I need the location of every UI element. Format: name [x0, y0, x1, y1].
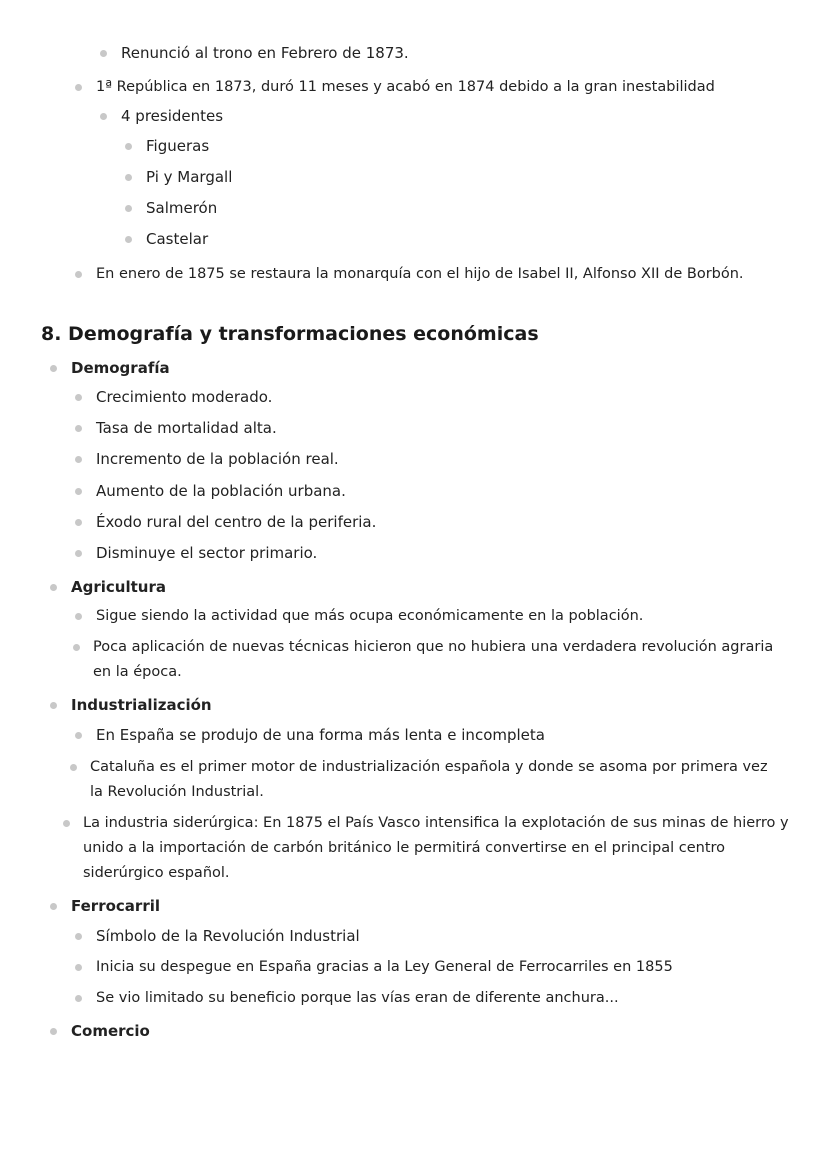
- list-item: Símbolo de la Revolución Industrial: [96, 927, 360, 945]
- list-item: En enero de 1875 se restaura la monarquía con el hijo de Isabel II, Alfonso XII de Borbón.: [96, 266, 744, 282]
- bullet-icon: [63, 820, 70, 827]
- subsection-label: Industrialización: [71, 696, 212, 714]
- bullet-icon: [125, 236, 132, 243]
- list-item: Tasa de mortalidad alta.: [96, 419, 277, 437]
- subsection-label: Agricultura: [71, 578, 166, 596]
- bullet-icon: [70, 764, 77, 771]
- list-item: Éxodo rural del centro de la periferia.: [96, 513, 377, 531]
- list-item: 1ª República en 1873, duró 11 meses y acabó en 1874 debido a la gran inestabilidad: [96, 79, 715, 95]
- bullet-icon: [73, 644, 80, 651]
- bullet-icon: [100, 113, 107, 120]
- list-item: La industria siderúrgica: En 1875 el País Vasco intensifica la explotación de sus minas de hierro y unido a la importación de carbón británico le permitirá convertirse en el principal centro siderúrgico español.: [83, 815, 789, 881]
- list-item: Crecimiento moderado.: [96, 388, 273, 406]
- list-item: Figueras: [146, 137, 210, 155]
- list-item: Poca aplicación de nuevas técnicas hicieron que no hubiera una verdadera revolución agraria en la época.: [93, 639, 774, 680]
- list-item: Inicia su despegue en España gracias a la Ley General de Ferrocarriles en 1855: [96, 959, 673, 975]
- bullet-icon: [125, 174, 132, 181]
- list-item: Incremento de la población real.: [96, 450, 339, 468]
- subsection-label: Ferrocarril: [71, 897, 161, 915]
- bullet-icon: [75, 613, 82, 620]
- list-item: En España se produjo de una forma más lenta e incompleta: [96, 726, 545, 744]
- list-item: 4 presidentes: [121, 107, 224, 125]
- bullet-icon: [75, 84, 82, 91]
- bullet-icon: [50, 584, 57, 591]
- list-item: Pi y Margall: [146, 168, 233, 186]
- bullet-icon: [75, 519, 82, 526]
- bullet-icon: [75, 732, 82, 739]
- bullet-icon: [75, 394, 82, 401]
- list-item: Sigue siendo la actividad que más ocupa económicamente en la población.: [96, 608, 644, 624]
- list-item: Renunció al trono en Febrero de 1873.: [121, 44, 409, 62]
- bullet-icon: [50, 903, 57, 910]
- list-item: Disminuye el sector primario.: [96, 544, 318, 562]
- bullet-icon: [75, 271, 82, 278]
- bullet-icon: [75, 964, 82, 971]
- bullet-icon: [75, 550, 82, 557]
- bullet-icon: [75, 488, 82, 495]
- bullet-icon: [125, 143, 132, 150]
- bullet-icon: [75, 456, 82, 463]
- bullet-icon: [75, 933, 82, 940]
- bullet-icon: [50, 365, 57, 372]
- bullet-icon: [50, 1028, 57, 1035]
- section-title: 8. Demografía y transformaciones económicas: [41, 323, 539, 345]
- list-item: Aumento de la población urbana.: [96, 482, 346, 500]
- bullet-icon: [100, 50, 107, 57]
- bullet-icon: [50, 702, 57, 709]
- list-item: Se vio limitado su beneficio porque las vías eran de diferente anchura...: [96, 990, 619, 1006]
- bullet-icon: [75, 995, 82, 1002]
- list-item: Castelar: [146, 230, 209, 248]
- subsection-label: Demografía: [71, 359, 170, 377]
- subsection-label: Comercio: [71, 1022, 150, 1040]
- list-item: Salmerón: [146, 199, 218, 217]
- bullet-icon: [125, 205, 132, 212]
- list-item: Cataluña es el primer motor de industrialización española y donde se asoma por primera vez la Revolución Industrial.: [90, 759, 768, 800]
- bullet-icon: [75, 425, 82, 432]
